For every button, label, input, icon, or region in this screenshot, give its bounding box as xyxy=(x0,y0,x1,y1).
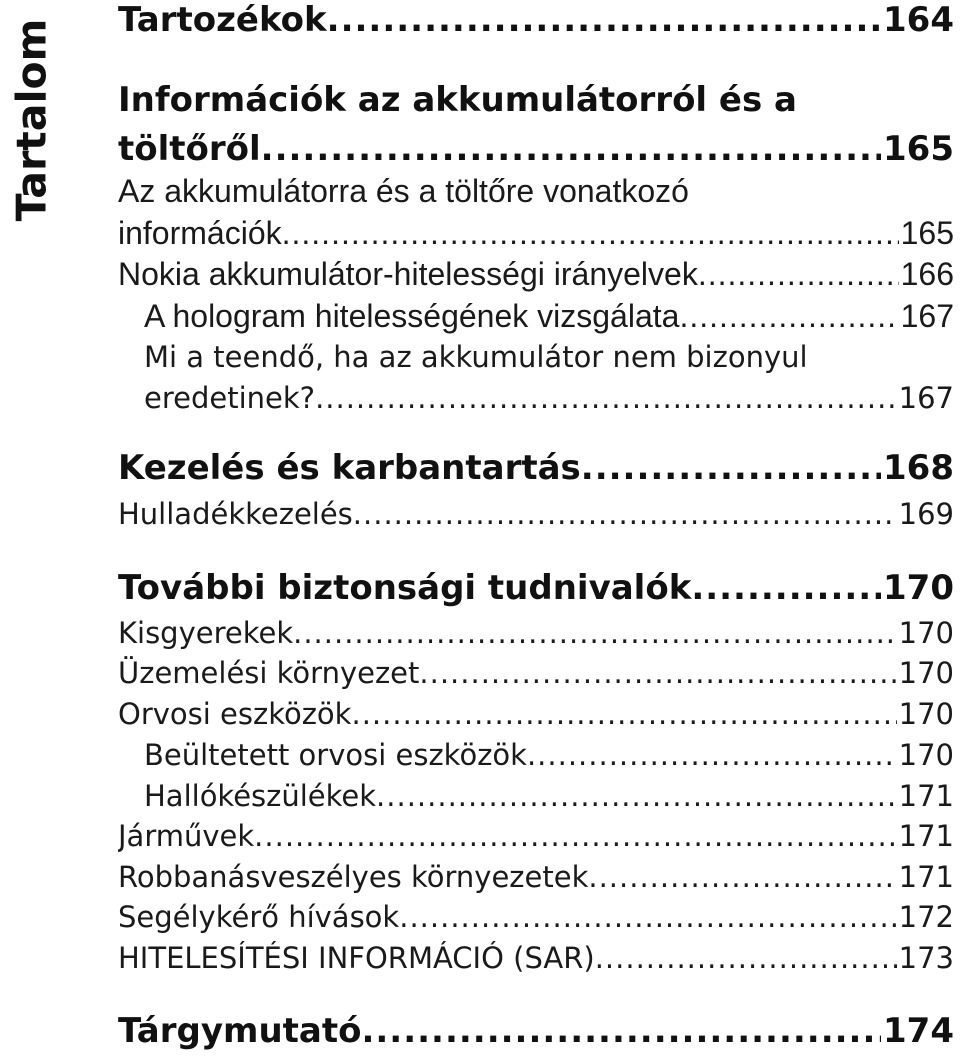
side-title-text: Tartalom xyxy=(7,18,55,222)
toc-entry-title: információk xyxy=(118,215,282,251)
toc-entry-accessories[interactable] xyxy=(118,0,954,40)
toc-entry-page: 174 xyxy=(883,1011,954,1051)
toc-entry-medical-devices[interactable] xyxy=(118,697,954,731)
toc-entry-nokia-guidelines[interactable] xyxy=(118,256,954,293)
toc-entry-page: 168 xyxy=(883,448,954,488)
toc-entry-title: töltőről xyxy=(118,129,261,169)
toc-entry-page: 171 xyxy=(898,779,954,813)
section-side-title xyxy=(2,0,60,240)
toc-entry-battery-line1[interactable] xyxy=(118,80,954,120)
toc-entry-index[interactable] xyxy=(118,1011,954,1051)
leader-dots xyxy=(351,697,896,731)
leader-dots xyxy=(581,448,881,488)
toc-entry-page: 173 xyxy=(898,941,954,975)
toc-entry-title: Nokia akkumulátor-hitelességi irányelvek xyxy=(118,256,698,292)
toc-entry-vehicles[interactable] xyxy=(118,819,954,853)
toc-entry-page: 170 xyxy=(898,616,954,650)
leader-dots xyxy=(282,215,899,252)
leader-dots xyxy=(353,497,897,531)
toc-entry-implanted-devices[interactable] xyxy=(144,738,954,772)
leader-dots xyxy=(588,860,896,894)
leader-dots xyxy=(691,568,881,608)
toc-entry-title: Tárgymutató xyxy=(118,1011,362,1051)
toc-entry-page: 172 xyxy=(898,900,954,934)
toc-entry-children[interactable] xyxy=(118,616,954,650)
toc-entry-title: Járművek xyxy=(118,819,255,853)
toc-entry-not-genuine-line1[interactable] xyxy=(144,340,954,374)
toc-entry-page: 170 xyxy=(898,656,954,690)
toc-entry-title: Kezelés és karbantartás xyxy=(118,448,581,488)
toc-entry-page: 171 xyxy=(898,819,954,853)
leader-dots xyxy=(419,656,896,690)
toc-entry-hologram[interactable] xyxy=(144,298,954,335)
toc-entry-page: 170 xyxy=(883,568,954,608)
toc-entry-title: Hallókészülékek xyxy=(144,779,377,813)
toc-entry-care[interactable] xyxy=(118,448,954,488)
toc-entry-title: További biztonsági tudnivalók xyxy=(118,568,692,608)
toc-entry-emergency-calls[interactable] xyxy=(118,900,954,934)
toc-entry-title-line1: Információk az akkumulátorról és a xyxy=(118,80,798,120)
leader-dots xyxy=(698,256,899,293)
toc-entry-title: HITELESÍTÉSI INFORMÁCIÓ (SAR) xyxy=(118,941,595,975)
toc-entry-battery-info[interactable] xyxy=(118,215,954,252)
leader-dots xyxy=(399,900,896,934)
toc-entry-title: Robbanásveszélyes környezetek xyxy=(118,860,589,894)
toc-entry-title: Tartozékok xyxy=(118,0,327,40)
leader-dots xyxy=(376,779,897,813)
toc-entry-battery-info-line1[interactable] xyxy=(118,173,954,210)
toc-entry-title: Hulladékkezelés xyxy=(118,497,353,531)
toc-entry-page: 165 xyxy=(900,215,954,251)
toc-entry-page: 170 xyxy=(898,697,954,731)
toc-entry-battery[interactable] xyxy=(118,129,954,169)
toc-entry-title: eredetinek? xyxy=(144,381,316,415)
toc-entry-page: 165 xyxy=(883,129,954,169)
toc-entry-title: Beültetett orvosi eszközök xyxy=(144,738,527,772)
toc-entry-page: 167 xyxy=(898,381,954,415)
toc-entry-title: Orvosi eszközök xyxy=(118,697,352,731)
toc-entry-sar[interactable] xyxy=(118,941,954,975)
leader-dots xyxy=(361,1011,881,1051)
toc-entry-safety[interactable] xyxy=(118,568,954,608)
leader-dots xyxy=(679,298,898,335)
leader-dots xyxy=(254,819,896,853)
toc-entry-title: A hologram hitelességének vizsgálata xyxy=(144,298,680,334)
leader-dots xyxy=(315,381,897,415)
toc-entry-page: 167 xyxy=(900,298,954,334)
toc-entry-environment[interactable] xyxy=(118,656,954,690)
toc-entry-title: Kisgyerekek xyxy=(118,616,294,650)
toc-entry-title-line1: Az akkumulátorra és a töltőre vonatkozó xyxy=(118,173,689,209)
toc-entry-recycling[interactable] xyxy=(118,497,954,531)
toc-entry-page: 171 xyxy=(898,860,954,894)
leader-dots xyxy=(595,941,897,975)
toc-entry-explosive-environments[interactable] xyxy=(118,860,954,894)
toc-entry-page: 169 xyxy=(898,497,954,531)
toc-entry-page: 164 xyxy=(883,0,954,40)
toc-entry-page: 166 xyxy=(900,256,954,292)
toc-entry-title-line1: Mi a teendő, ha az akkumulátor nem bizonyul xyxy=(144,340,808,374)
leader-dots xyxy=(261,129,881,169)
leader-dots xyxy=(293,616,897,650)
leader-dots xyxy=(527,738,897,772)
toc-entry-title: Üzemelési környezet xyxy=(118,656,420,690)
toc-entry-title: Segélykérő hívások xyxy=(118,900,400,934)
toc-entry-hearing-aids[interactable] xyxy=(144,779,954,813)
toc-entry-not-genuine[interactable] xyxy=(144,381,954,415)
toc-entry-page: 170 xyxy=(898,738,954,772)
leader-dots xyxy=(327,0,881,40)
